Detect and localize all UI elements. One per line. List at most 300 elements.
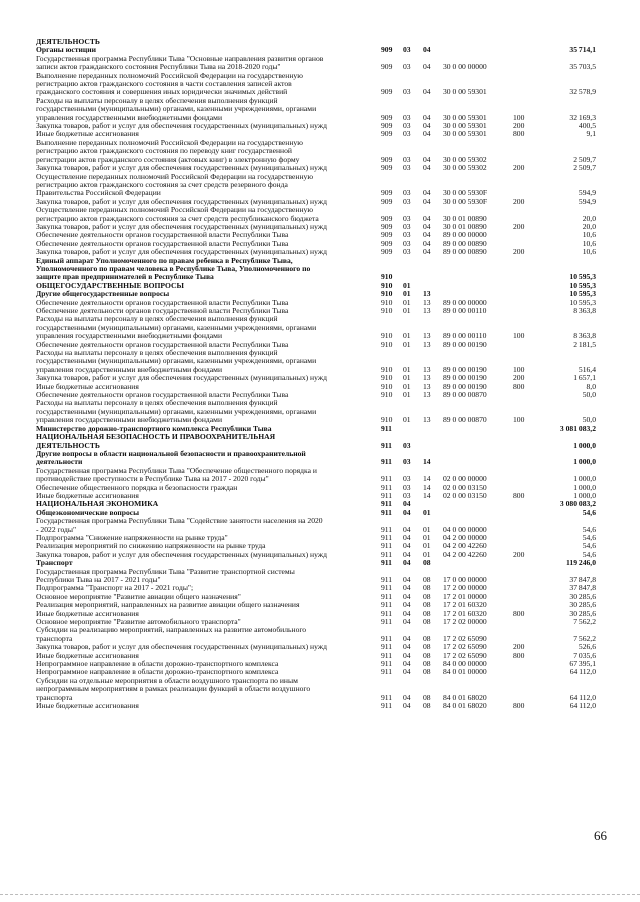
amount: 37 847,8 — [569, 583, 596, 593]
description-line: Органы юстиции — [36, 45, 96, 55]
section-code: 01 — [403, 390, 411, 400]
description-line: государственными (муниципальными) органами, казенными учреждениями, органами — [36, 322, 317, 332]
row-description — [36, 467, 381, 484]
amount: 54,6 — [582, 532, 596, 542]
description-line: Иные бюджетные ассигнования — [36, 650, 139, 660]
ved-code: 910 — [381, 364, 393, 374]
description-line: Министерство дорожно-транспортного комплекса Республики Тыва — [36, 423, 272, 433]
amount: 3 081 083,2 — [559, 423, 596, 433]
section-code: 03 — [403, 238, 411, 248]
amount: 32 578,9 — [569, 87, 596, 97]
subsection-code: 01 — [423, 549, 431, 559]
amount: 54,6 — [582, 541, 596, 551]
row-description — [36, 349, 381, 374]
table-row — [36, 450, 596, 467]
ved-code: 911 — [381, 575, 393, 584]
amount: 54,6 — [582, 507, 596, 517]
section-code: 01 — [403, 306, 411, 315]
target-article-code: 04 2 00 42260 — [443, 541, 487, 551]
section-code: 03 — [403, 221, 411, 231]
subsection-code: 04 — [423, 45, 431, 55]
description-line: Подпрограмма "Транспорт на 2017 - 2021 годы"; — [36, 583, 194, 593]
description-line: Общеэкономические вопросы — [36, 507, 140, 517]
ved-code: 911 — [381, 583, 393, 593]
ved-code: 909 — [381, 230, 393, 240]
subsection-code: 04 — [423, 247, 431, 257]
expense-type-code: 200 — [513, 163, 525, 173]
expense-type-code: 800 — [513, 129, 525, 139]
description-line: регистрацию актов гражданского состояния за счет средств резервного фонда — [36, 179, 288, 189]
expense-type-code: 200 — [513, 247, 525, 257]
target-article-code: 30 0 00 59301 — [443, 112, 487, 122]
ved-code: 911 — [381, 633, 393, 643]
expense-type-code: 100 — [513, 364, 525, 374]
ved-code: 909 — [381, 62, 393, 72]
ved-code: 910 — [381, 289, 393, 299]
amount: 8 363,8 — [573, 331, 596, 341]
page-number: 66 — [594, 828, 607, 843]
amount: 9,1 — [586, 129, 596, 139]
target-article-code: 17 2 02 65090 — [443, 642, 487, 652]
description-line: Другие общегосударственные вопросы — [36, 289, 170, 299]
description-line: Расходы на выплаты персоналу в целях обеспечения выполнения функций — [36, 398, 278, 408]
amount: 35 714,1 — [569, 45, 596, 55]
row-description — [36, 702, 381, 710]
amount: 594,9 — [578, 188, 596, 198]
description-line: регистрацию актов гражданского состояния в части составления записей актов — [36, 79, 292, 89]
subsection-code: 14 — [423, 482, 431, 492]
description-line: Выполнение переданных полномочий Российской Федерации на государственную — [36, 137, 303, 147]
expense-type-code: 100 — [513, 112, 525, 122]
ved-code: 910 — [381, 331, 393, 341]
row-description — [36, 677, 381, 702]
target-article-code: 84 0 01 68020 — [443, 692, 487, 702]
description-line: государственными (муниципальными) органами, казенными учреждениями, органами — [36, 356, 317, 366]
ved-code: 910 — [381, 306, 393, 315]
section-code: 04 — [403, 642, 411, 652]
subsection-code: 13 — [423, 390, 431, 400]
description-line: Основное мероприятие "Развитие автомобильного транспорта" — [36, 617, 241, 627]
description-line: Единый аппарат Уполномоченного по правам ребенка в Республике Тыва, — [36, 255, 293, 265]
ved-code: 911 — [381, 507, 392, 517]
description-line: ОБЩЕГОСУДАРСТВЕННЫЕ ВОПРОСЫ — [36, 280, 184, 290]
subsection-code: 13 — [423, 331, 431, 341]
description-line: Государственная программа Республики Тыва "Обеспечение общественного порядка и — [36, 465, 317, 475]
ved-code: 911 — [381, 549, 393, 559]
description-line: Иные бюджетные ассигнования — [36, 129, 139, 139]
ved-code: 911 — [381, 667, 393, 677]
target-article-code: 89 0 00 00890 — [443, 238, 487, 248]
target-article-code: 89 0 00 00190 — [443, 373, 487, 383]
description-line: управления государственными внебюджетными фондами — [36, 112, 223, 122]
section-code: 01 — [403, 297, 411, 307]
target-article-code: 30 0 01 00890 — [443, 213, 487, 223]
description-line: Другие вопросы в области национальной безопасности и правоохранительной — [36, 448, 306, 458]
row-description — [36, 551, 381, 559]
description-line: Расходы на выплаты персоналу в целях обеспечения выполнения функций — [36, 348, 278, 358]
ved-code: 911 — [381, 474, 393, 484]
description-line: Осуществление переданных полномочий Российской Федерации на государственную — [36, 171, 314, 181]
table-row — [36, 626, 596, 643]
amount: 1 657,1 — [573, 373, 596, 383]
subsection-code: 14 — [423, 457, 431, 467]
description-line: Обеспечение деятельности органов государственной власти Республики Тыва — [36, 230, 289, 240]
description-line: гражданского состояния и совершения иных юридически значимых действий — [36, 87, 288, 97]
section-code: 04 — [403, 499, 411, 509]
target-article-code: 04 2 00 42260 — [443, 549, 487, 559]
subsection-code: 04 — [423, 121, 431, 131]
description-line: управления государственными внебюджетными фондами — [36, 415, 223, 425]
ved-code: 909 — [381, 213, 393, 223]
subsection-code: 13 — [423, 364, 431, 374]
description-line: Государственная программа Республики Тыва "Развитие транспортной системы — [36, 566, 295, 576]
description-line: Подпрограмма "Снижение напряженности на рынке труда" — [36, 532, 228, 542]
amount: 64 112,0 — [569, 667, 596, 677]
row-description — [36, 206, 381, 223]
amount: 1 000,0 — [573, 474, 596, 484]
description-line: Обеспечение деятельности органов государственной власти Республики Тыва — [36, 306, 289, 315]
target-article-code: 02 0 00 03150 — [443, 490, 487, 500]
amount: 10,6 — [582, 238, 596, 248]
section-code: 03 — [403, 474, 411, 484]
subsection-code: 13 — [423, 297, 431, 307]
description-line: государственными (муниципальными) органами, казенными учреждениями, органами — [36, 406, 317, 416]
ved-code: 911 — [381, 659, 393, 669]
expense-type-code: 200 — [513, 642, 525, 652]
description-line: государственными (муниципальными) органами, казенными учреждениями, органами — [36, 104, 317, 114]
description-line: Закупка товаров, работ и услуг для обеспечения государственных (муниципальных) нужд — [36, 163, 327, 173]
table-row — [36, 206, 596, 223]
ved-code: 909 — [381, 247, 393, 257]
row-description — [36, 399, 381, 424]
section-code: 03 — [403, 62, 411, 72]
row-description — [36, 173, 381, 198]
table-row — [36, 349, 596, 374]
description-line: Обеспечение деятельности органов государственной власти Республики Тыва — [36, 238, 289, 248]
section-code: 03 — [403, 247, 411, 257]
section-code: 04 — [403, 692, 411, 702]
amount: 30 285,6 — [569, 608, 596, 618]
row-description — [36, 257, 381, 282]
description-line: Государственная программа Республики Тыва "Основные направления развития органов — [36, 53, 324, 63]
amount: 119 246,0 — [566, 558, 596, 568]
amount: 2 181,5 — [573, 339, 596, 349]
ved-code: 909 — [381, 154, 393, 164]
target-article-code: 17 2 01 60320 — [443, 600, 487, 610]
amount: 67 395,1 — [569, 659, 596, 669]
subsection-code: 08 — [423, 642, 431, 652]
description-line: Непрограммное направление в области дорожно-транспортного комплекса — [36, 667, 279, 677]
amount: 7 035,6 — [573, 650, 596, 660]
target-article-code: 89 0 00 00190 — [443, 381, 487, 391]
ved-code: 911 — [381, 490, 393, 500]
row-description — [36, 97, 381, 122]
ved-code: 910 — [381, 339, 393, 349]
description-line: Выполнение переданных полномочий Российской Федерации на государственную — [36, 70, 303, 80]
table-row — [36, 467, 596, 484]
target-article-code: 17 2 02 65090 — [443, 650, 487, 660]
subsection-code: 04 — [423, 213, 431, 223]
ved-code: 910 — [381, 297, 393, 307]
description-line: Расходы на выплаты персоналу в целях обеспечения выполнения функций — [36, 314, 278, 324]
table-row — [36, 551, 596, 559]
description-line: регистрации актов гражданского состояния (актовых книг) в электронную форму — [36, 154, 300, 164]
table-row — [36, 173, 596, 198]
amount: 10 595,3 — [569, 280, 596, 290]
table-row — [36, 517, 596, 534]
ved-code: 910 — [381, 390, 393, 400]
amount: 3 080 083,2 — [559, 499, 596, 509]
section-code: 04 — [403, 532, 411, 542]
subsection-code: 08 — [423, 600, 431, 610]
table-row — [36, 433, 596, 450]
target-article-code: 04 0 00 00000 — [443, 524, 487, 534]
description-line: Иные бюджетные ассигнования — [36, 381, 139, 391]
section-code: 03 — [403, 213, 411, 223]
subsection-code: 04 — [423, 112, 431, 122]
table-row — [36, 568, 596, 585]
section-code: 03 — [403, 196, 411, 206]
amount: 10,6 — [582, 230, 596, 240]
ved-code: 911 — [381, 591, 393, 601]
section-code: 03 — [403, 121, 411, 131]
section-code: 03 — [403, 112, 411, 122]
amount: 10 595,3 — [569, 289, 596, 299]
target-article-code: 30 0 00 59301 — [443, 121, 487, 131]
subsection-code: 08 — [423, 667, 431, 677]
expense-type-code: 200 — [513, 549, 525, 559]
section-code: 04 — [403, 667, 411, 677]
table-row — [36, 55, 596, 72]
ved-code: 911 — [381, 524, 393, 534]
subsection-code: 08 — [423, 617, 431, 627]
row-description — [36, 139, 381, 164]
description-line: Государственная программа Республики Тыва "Содействие занятости населения на 2020 — [36, 516, 323, 526]
amount: 54,6 — [582, 549, 596, 559]
subsection-code: 08 — [423, 608, 431, 618]
description-line: Субсидии на реализацию мероприятий, направленных на развитие автомобильного — [36, 625, 307, 635]
section-code: 04 — [403, 650, 411, 660]
expense-type-code: 800 — [513, 381, 525, 391]
subsection-code: 13 — [423, 289, 431, 299]
section-code: 04 — [403, 575, 411, 584]
amount: 1 000,0 — [573, 482, 596, 492]
target-article-code: 17 2 01 00000 — [443, 591, 487, 601]
section-code: 01 — [403, 289, 411, 299]
description-line: Осуществление переданных полномочий Российской Федерации на государственную — [36, 205, 314, 215]
scan-edge-divider — [0, 894, 640, 896]
target-article-code: 30 0 00 00000 — [443, 62, 487, 72]
amount: 400,5 — [578, 121, 596, 131]
section-code: 04 — [403, 524, 411, 534]
target-article-code: 89 0 00 00110 — [443, 306, 487, 315]
ved-code: 909 — [381, 87, 393, 97]
section-code: 03 — [403, 230, 411, 240]
ved-code: 910 — [381, 415, 393, 425]
section-code: 01 — [403, 280, 411, 290]
subsection-code: 04 — [423, 62, 431, 72]
subsection-code: 04 — [423, 230, 431, 240]
row-description — [36, 433, 381, 450]
target-article-code: 84 0 01 68020 — [443, 701, 487, 711]
section-code: 03 — [403, 87, 411, 97]
section-code: 04 — [403, 617, 411, 627]
target-article-code: 04 2 00 00000 — [443, 532, 487, 542]
table-row — [36, 72, 596, 97]
description-line: Расходы на выплаты персоналу в целях обеспечения выполнения функций — [36, 95, 278, 105]
description-line: непрограммным мероприятиям в рамках реализации функций в области воздушного — [36, 684, 311, 694]
subsection-code: 13 — [423, 373, 431, 383]
table-row — [36, 315, 596, 340]
target-article-code: 02 0 00 03150 — [443, 482, 487, 492]
amount: 54,6 — [582, 524, 596, 534]
description-line: Закупка товаров, работ и услуг для обеспечения государственных (муниципальных) нужд — [36, 196, 327, 206]
description-line: транспорта — [36, 692, 73, 702]
subsection-code: 13 — [423, 306, 431, 315]
table-row — [36, 702, 596, 710]
ved-code: 909 — [381, 196, 393, 206]
ved-code: 909 — [381, 188, 393, 198]
ved-code: 911 — [381, 600, 393, 610]
subsection-code: 13 — [423, 415, 431, 425]
description-line: ДЕЯТЕЛЬНОСТЬ — [36, 37, 100, 46]
amount: 8,0 — [586, 381, 596, 391]
subsection-code: 13 — [423, 339, 431, 349]
description-line: Непрограммное направление в области дорожно-транспортного комплекса — [36, 659, 279, 669]
target-article-code: 30 0 00 59301 — [443, 87, 487, 97]
target-article-code: 89 0 00 00890 — [443, 247, 487, 257]
description-line: Иные бюджетные ассигнования — [36, 490, 139, 500]
ved-code: 911 — [381, 532, 393, 542]
ved-code: 911 — [381, 440, 392, 450]
amount: 594,9 — [578, 196, 596, 206]
section-code: 03 — [403, 45, 411, 55]
description-line: Республики Тыва на 2017 - 2021 годы" — [36, 575, 161, 584]
subsection-code: 08 — [423, 583, 431, 593]
description-line: Субсидии на отдельные мероприятия в области воздушного транспорта по иным — [36, 675, 298, 685]
subsection-code: 08 — [423, 659, 431, 669]
section-code: 01 — [403, 364, 411, 374]
amount: 64 112,0 — [569, 692, 596, 702]
target-article-code: 30 0 00 59302 — [443, 154, 487, 164]
expense-type-code: 800 — [513, 650, 525, 660]
row-description — [36, 315, 381, 340]
ved-code: 910 — [381, 373, 393, 383]
description-line: противодействие преступности в Республике Тыва на 2017 - 2020 годы" — [36, 474, 269, 484]
ved-code: 911 — [381, 617, 393, 627]
ved-code: 911 — [381, 482, 393, 492]
description-line: записи актов гражданского состояния Республики Тыва на 2018-2020 годы" — [36, 62, 281, 72]
section-code: 03 — [403, 129, 411, 139]
description-line: Закупка товаров, работ и услуг для обеспечения государственных (муниципальных) нужд — [36, 549, 327, 559]
ved-code: 911 — [381, 642, 393, 652]
amount: 1 000,0 — [573, 440, 596, 450]
target-article-code: 89 0 00 00190 — [443, 364, 487, 374]
description-line: Правительства Российской Федерации — [36, 188, 161, 198]
expense-type-code: 200 — [513, 196, 525, 206]
subsection-code: 14 — [423, 490, 431, 500]
amount: 10,6 — [582, 247, 596, 257]
ved-code: 909 — [381, 163, 393, 173]
description-line: управления государственными внебюджетными фондами — [36, 364, 223, 374]
description-line: Обеспечение деятельности органов государственной власти Республики Тыва — [36, 297, 289, 307]
target-article-code: 84 0 01 00000 — [443, 667, 487, 677]
target-article-code: 30 0 00 59302 — [443, 163, 487, 173]
target-article-code: 17 2 02 00000 — [443, 617, 487, 627]
target-article-code: 17 0 00 00000 — [443, 575, 487, 584]
amount: 30 285,6 — [569, 600, 596, 610]
row-description — [36, 450, 381, 467]
section-code: 04 — [403, 558, 411, 568]
subsection-code: 08 — [423, 650, 431, 660]
section-code: 01 — [403, 415, 411, 425]
expense-type-code: 800 — [513, 701, 525, 711]
section-code: 04 — [403, 659, 411, 669]
target-article-code: 84 0 00 00000 — [443, 659, 487, 669]
subsection-code: 08 — [423, 558, 431, 568]
row-description — [36, 568, 381, 585]
description-line: Основное мероприятие "Развитие авиации общего назначения" — [36, 591, 241, 601]
description-line: Иные бюджетные ассигнования — [36, 701, 139, 711]
amount: 516,4 — [578, 364, 596, 374]
ved-code: 911 — [381, 608, 393, 618]
description-line: НАЦИОНАЛЬНАЯ БЕЗОПАСНОСТЬ И ПРАВООХРАНИТЕЛЬНАЯ — [36, 432, 276, 442]
description-line: Закупка товаров, работ и услуг для обеспечения государственных (муниципальных) нужд — [36, 642, 327, 652]
ved-code: 911 — [381, 457, 392, 467]
section-code: 01 — [403, 331, 411, 341]
subsection-code: 08 — [423, 591, 431, 601]
subsection-code: 04 — [423, 154, 431, 164]
target-article-code: 30 0 00 5930F — [443, 196, 488, 206]
description-line: Закупка товаров, работ и услуг для обеспечения государственных (муниципальных) нужд — [36, 247, 327, 257]
target-article-code: 30 0 01 00890 — [443, 221, 487, 231]
section-code: 03 — [403, 188, 411, 198]
description-line: управления государственными внебюджетными фондами — [36, 331, 223, 341]
ved-code: 911 — [381, 541, 393, 551]
description-line: Транспорт — [36, 558, 73, 568]
expense-type-code: 200 — [513, 121, 525, 131]
description-line: Уполномоченного по правам человека в Республике Тыва, Уполномоченного по — [36, 263, 311, 273]
section-code: 03 — [403, 163, 411, 173]
table-row — [36, 139, 596, 164]
section-code: 01 — [403, 339, 411, 349]
description-line: регистрацию актов гражданского состояния по переводу книг государственной — [36, 146, 292, 156]
ved-code: 910 — [381, 381, 393, 391]
section-code: 03 — [403, 440, 411, 450]
section-code: 03 — [403, 154, 411, 164]
amount: 7 562,2 — [573, 617, 596, 627]
ved-code: 909 — [381, 121, 393, 131]
description-line: транспорта — [36, 633, 73, 643]
amount: 7 562,2 — [573, 633, 596, 643]
ved-code: 911 — [381, 423, 392, 433]
description-line: НАЦИОНАЛЬНАЯ ЭКОНОМИКА — [36, 499, 159, 509]
description-line: Обеспечение деятельности органов государственной власти Республики Тыва — [36, 339, 289, 349]
amount: 35 703,5 — [569, 62, 596, 72]
description-line: защите прав предпринимателей в Республике Тыва — [36, 272, 214, 282]
description-line: Закупка товаров, работ и услуг для обеспечения государственных (муниципальных) нужд — [36, 221, 327, 231]
expense-type-code: 100 — [513, 331, 525, 341]
subsection-code: 08 — [423, 692, 431, 702]
subsection-code: 04 — [423, 221, 431, 231]
table-row — [36, 38, 596, 46]
subsection-code: 01 — [423, 507, 431, 517]
target-article-code: 02 0 00 00000 — [443, 474, 487, 484]
expense-type-code: 200 — [513, 373, 525, 383]
expense-type-code: 800 — [513, 608, 525, 618]
section-code: 01 — [403, 373, 411, 383]
ved-code: 909 — [381, 112, 393, 122]
